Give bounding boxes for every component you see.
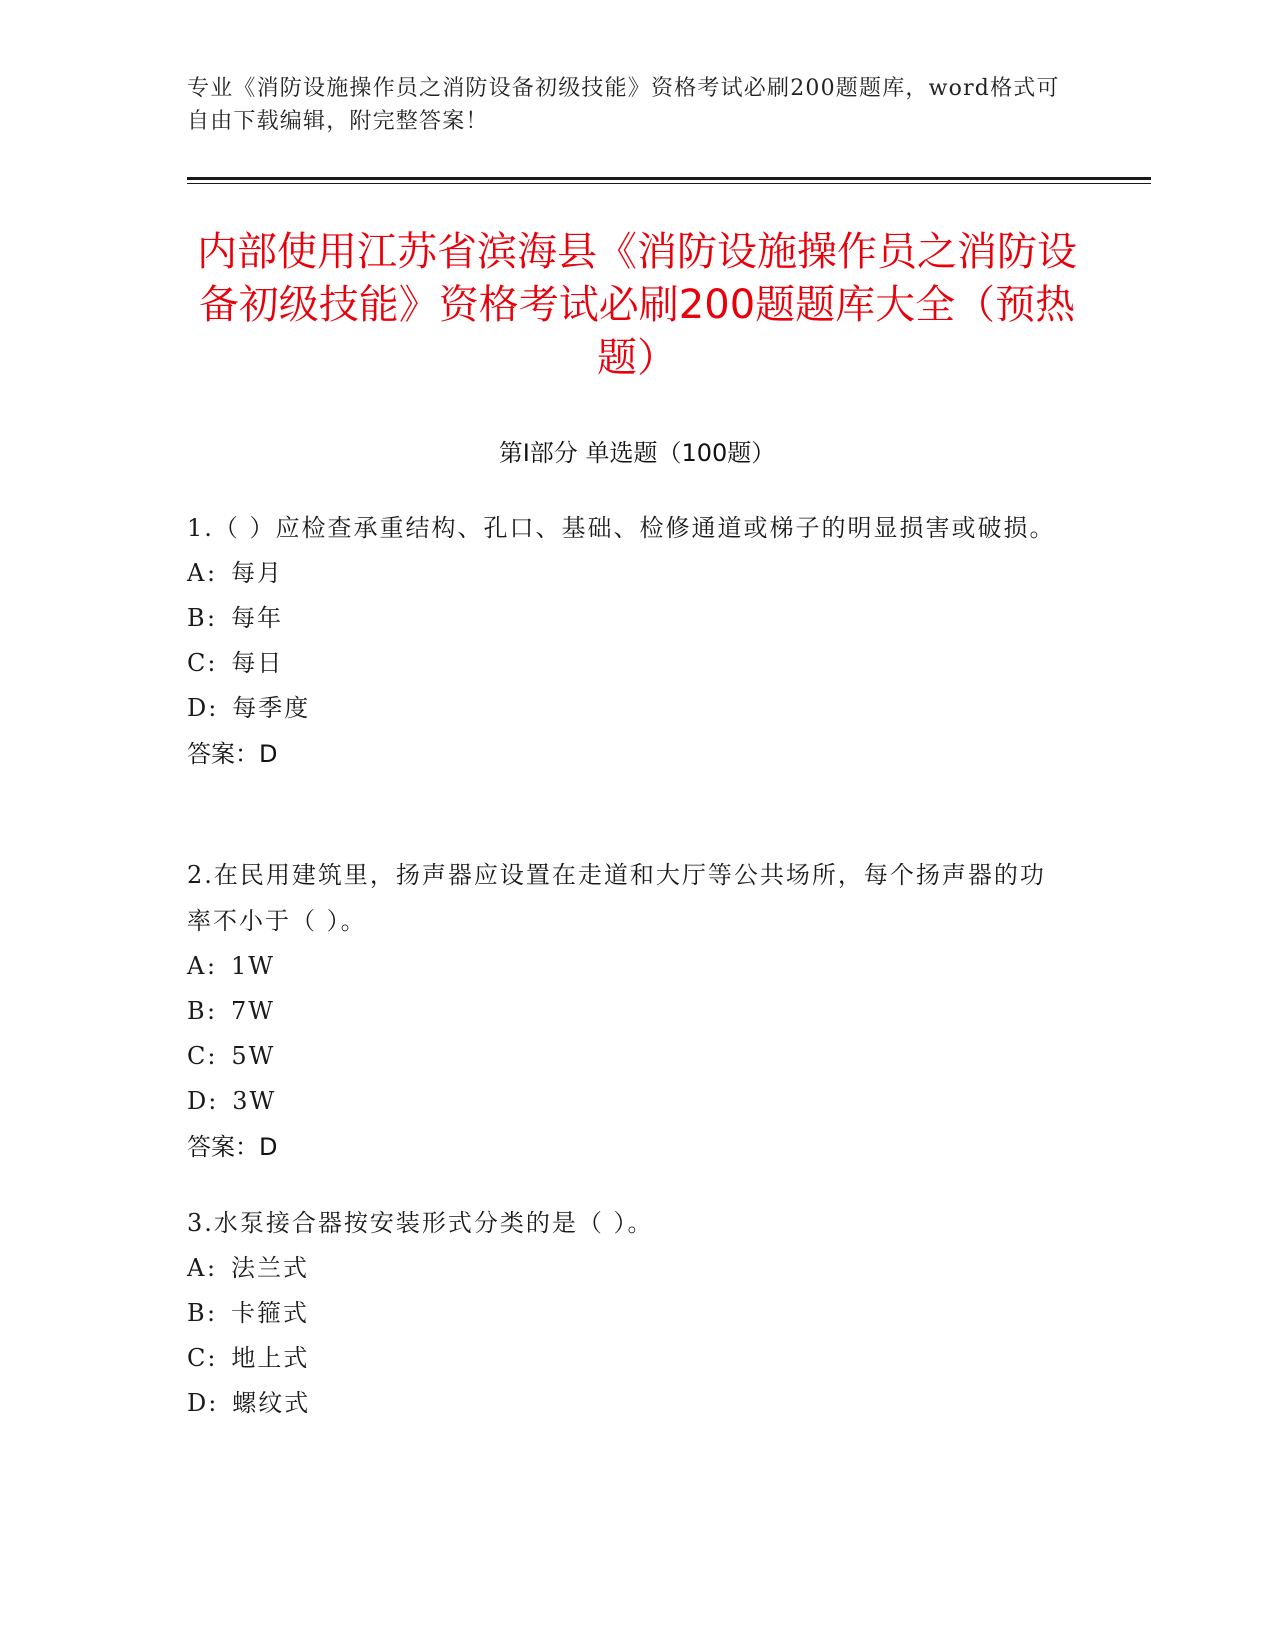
- option-text: 每季度: [232, 694, 311, 722]
- option-separator: :: [207, 997, 218, 1025]
- option-separator: :: [208, 694, 219, 722]
- header-rule-thick: [187, 177, 1151, 180]
- option-b: [187, 1291, 1067, 1336]
- option-text: 5W: [231, 1042, 276, 1070]
- option-d: [187, 1381, 1067, 1426]
- option-d: [187, 686, 1067, 731]
- option-separator: :: [207, 1254, 218, 1282]
- question-2: [187, 852, 1067, 1170]
- option-a: [187, 944, 1067, 989]
- option-text: 每月: [231, 559, 283, 587]
- option-letter: A: [187, 952, 207, 980]
- option-text: 1W: [231, 952, 275, 980]
- header-note: 专业《消防设施操作员之消防设备初级技能》资格考试必刷200题题库，word格式可自由下载编辑，附完整答案！: [187, 76, 1060, 134]
- option-text: 每年: [231, 604, 283, 632]
- document-title: 内部使用江苏省滨海县《消防设施操作员之消防设备初级技能》资格考试必刷200题题库大全（预热题）: [197, 229, 1077, 381]
- option-c: [187, 1034, 1067, 1079]
- option-letter: C: [187, 1042, 208, 1070]
- option-letter: C: [187, 649, 208, 677]
- option-separator: :: [207, 1042, 218, 1070]
- question-text: 2.在民用建筑里，扬声器应设置在走道和大厅等公共场所，每个扬声器的功率不小于（ ）。: [187, 861, 1046, 935]
- question-text: 1.（ ）应检查承重结构、孔口、基础、检修通道或梯子的明显损害或破损。: [187, 514, 1056, 542]
- answer-line: 答案：D: [187, 740, 278, 768]
- option-text: 7W: [231, 997, 275, 1025]
- option-d: [187, 1079, 1067, 1124]
- option-text: 每日: [231, 649, 284, 677]
- question-1: [187, 505, 1067, 777]
- option-letter: B: [187, 604, 207, 632]
- option-separator: :: [207, 559, 218, 587]
- option-letter: D: [187, 1389, 209, 1417]
- question-3: [187, 1200, 1067, 1426]
- option-letter: B: [187, 1299, 207, 1327]
- header-rule-thin: [187, 183, 1151, 184]
- option-b: [187, 596, 1067, 641]
- option-separator: :: [207, 1344, 218, 1372]
- option-text: 螺纹式: [232, 1389, 311, 1417]
- option-text: 3W: [232, 1087, 277, 1115]
- option-separator: :: [207, 1299, 218, 1327]
- option-c: [187, 1336, 1067, 1381]
- option-separator: :: [208, 1389, 219, 1417]
- option-letter: A: [187, 559, 207, 587]
- answer-line: 答案：D: [187, 1133, 278, 1161]
- option-text: 地上式: [231, 1344, 310, 1372]
- option-a: [187, 1246, 1067, 1291]
- option-c: [187, 641, 1067, 686]
- option-letter: B: [187, 997, 207, 1025]
- option-letter: D: [187, 1087, 209, 1115]
- section-heading: 第Ⅰ部分 单选题（100题）: [498, 439, 776, 467]
- option-separator: :: [207, 649, 218, 677]
- option-a: [187, 551, 1067, 596]
- option-letter: A: [187, 1254, 207, 1282]
- option-text: 法兰式: [231, 1254, 309, 1282]
- option-text: 卡箍式: [231, 1299, 309, 1327]
- option-separator: :: [207, 604, 218, 632]
- option-separator: :: [208, 1087, 219, 1115]
- option-b: [187, 989, 1067, 1034]
- option-letter: D: [187, 694, 209, 722]
- option-separator: :: [207, 952, 218, 980]
- option-letter: C: [187, 1344, 208, 1372]
- question-text: 3.水泵接合器按安装形式分类的是（ ）。: [187, 1209, 654, 1237]
